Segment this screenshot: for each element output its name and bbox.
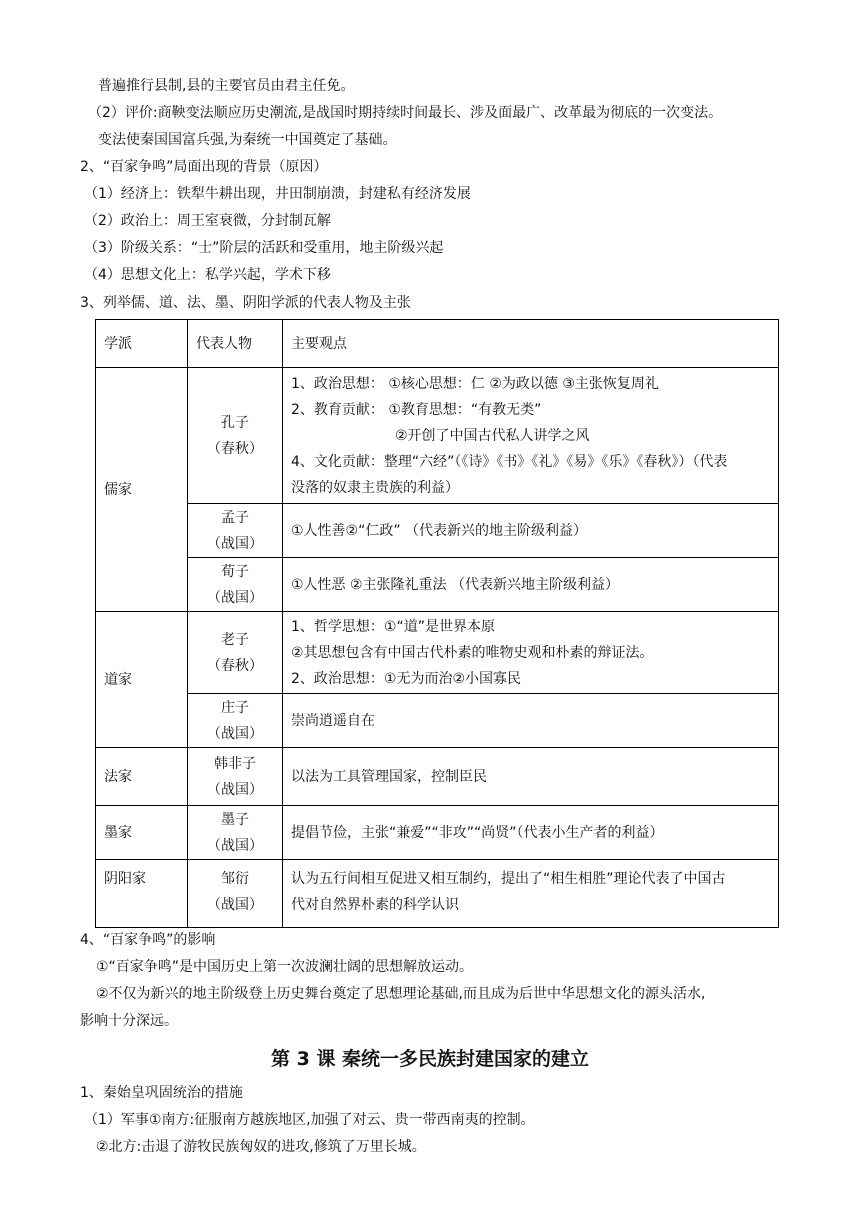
school-legalist: 法家: [96, 748, 188, 806]
views-cell: 以法为工具管理国家，控制臣民: [283, 748, 779, 806]
school-yinyang: 阴阳家: [96, 860, 188, 928]
views-cell: [283, 860, 779, 928]
person-name: 邹衍: [221, 871, 249, 887]
view-line: ②开创了中国古代私人讲学之风: [395, 427, 590, 444]
text-line: 影响十分深远。: [80, 1013, 178, 1029]
section-heading: 3、列举儒、道、法、墨、阴阳学派的代表人物及主张: [80, 295, 411, 311]
person-name: 荀子: [221, 563, 249, 580]
view-line: 4、文化贡献：整理“六经”（《诗》《书》《礼》《易》《乐》《春秋》）（代表: [291, 453, 728, 470]
table-row: [96, 558, 779, 612]
table-row: [96, 504, 779, 558]
text-line: ②北方:击退了游牧民族匈奴的进攻,修筑了万里长城。: [96, 1139, 426, 1155]
header-views: 主要观点: [283, 320, 779, 368]
view-line: 2、政治思想：①无为而治②小国寡民: [291, 670, 522, 687]
view-line: 1、哲学思想：①“道”是世界本原: [291, 618, 495, 635]
section-heading: 4、“百家争鸣”的影响: [80, 932, 216, 948]
text-line: （2）评价:商鞅变法顺应历史潮流,是战国时期持续时间最长、涉及面最广、改革最为彻底的一次变法。: [88, 105, 723, 121]
person-era: （春秋）: [207, 657, 263, 674]
person-era: （战国）: [207, 837, 263, 854]
views-cell: ①人性恶 ②主张隆礼重法 （代表新兴地主阶级利益）: [283, 558, 779, 612]
person-era: （战国）: [207, 897, 263, 913]
person-era: （春秋）: [207, 440, 263, 457]
person-name: 韩非子: [214, 755, 256, 772]
text-line: （4）思想文化上：私学兴起，学术下移: [84, 267, 331, 283]
person-cell: [188, 860, 283, 928]
table-row: [96, 368, 779, 504]
view-line: 认为五行间相互促进又相互制约，提出了“相生相胜”理论代表了中国古: [291, 871, 726, 887]
person-era: （战国）: [207, 535, 263, 552]
view-line: 没落的奴隶主贵族的利益）: [291, 479, 459, 496]
views-cell: 提倡节俭，主张“兼爱”“非攻”“尚贤”（代表小生产者的利益）: [283, 806, 779, 860]
person-name: 孔子: [221, 414, 249, 431]
text-line: ①“百家争鸣”是中国历史上第一次波澜壮阔的思想解放运动。: [96, 959, 474, 975]
table-header-row: [96, 320, 779, 368]
person-cell: [188, 806, 283, 860]
person-cell: [188, 748, 283, 806]
person-name: 孟子: [221, 509, 249, 526]
text-line: 普遍推行县制,县的主要官员由君主任免。: [98, 78, 355, 94]
person-name: 老子: [221, 631, 249, 648]
school-confucian: 儒家: [96, 368, 188, 612]
table-row: [96, 748, 779, 806]
person-cell: [188, 368, 283, 504]
text-line: ②不仅为新兴的地主阶级登上历史舞台奠定了思想理论基础,而且成为后世中华思想文化的源头活水,: [96, 986, 706, 1002]
section-heading: 2、“百家争鸣”局面出现的背景（原因）: [80, 159, 328, 175]
text-line: 变法使秦国国富兵强,为秦统一中国奠定了基础。: [98, 132, 397, 148]
view-line: 代对自然界朴素的科学认识: [291, 897, 459, 913]
header-school: 学派: [96, 320, 188, 368]
table-row: [96, 612, 779, 694]
lesson-title: 第 3 课 秦统一多民族封建国家的建立: [270, 1048, 590, 1070]
views-cell: [283, 612, 779, 694]
schools-table: [95, 319, 779, 928]
view-line: 1、政治思想： ①核心思想：仁 ②为政以德 ③主张恢复周礼: [291, 375, 659, 392]
table-row: [96, 694, 779, 748]
person-era: （战国）: [207, 589, 263, 606]
person-cell: [188, 558, 283, 612]
views-cell: [283, 368, 779, 504]
person-era: （战国）: [207, 781, 263, 798]
person-cell: [188, 694, 283, 748]
text-line: （2）政治上：周王室衰微，分封制瓦解: [84, 213, 331, 229]
person-name: 墨子: [221, 811, 249, 828]
table-row: [96, 860, 779, 928]
person-name: 庄子: [221, 699, 249, 716]
person-era: （战国）: [207, 725, 263, 742]
school-daoist: 道家: [96, 612, 188, 748]
view-line: 2、教育贡献： ①教育思想：“有教无类”: [291, 401, 542, 418]
table-row: [96, 806, 779, 860]
views-cell: ①人性善②“仁政” （代表新兴的地主阶级利益）: [283, 504, 779, 558]
person-cell: [188, 612, 283, 694]
text-line: （1）军事①南方:征服南方越族地区,加强了对云、贵一带西南夷的控制。: [84, 1112, 535, 1128]
view-line: ②其思想包含有中国古代朴素的唯物史观和朴素的辩证法。: [291, 644, 654, 661]
views-cell: 崇尚逍遥自在: [283, 694, 779, 748]
text-line: （1）经济上：铁犁牛耕出现，井田制崩溃，封建私有经济发展: [84, 186, 471, 202]
header-person: 代表人物: [188, 320, 283, 368]
section-heading: 1、秦始皇巩固统治的措施: [80, 1085, 243, 1101]
person-cell: [188, 504, 283, 558]
school-mohist: 墨家: [96, 806, 188, 860]
text-line: （3）阶级关系：“士”阶层的活跃和受重用，地主阶级兴起: [84, 240, 444, 256]
